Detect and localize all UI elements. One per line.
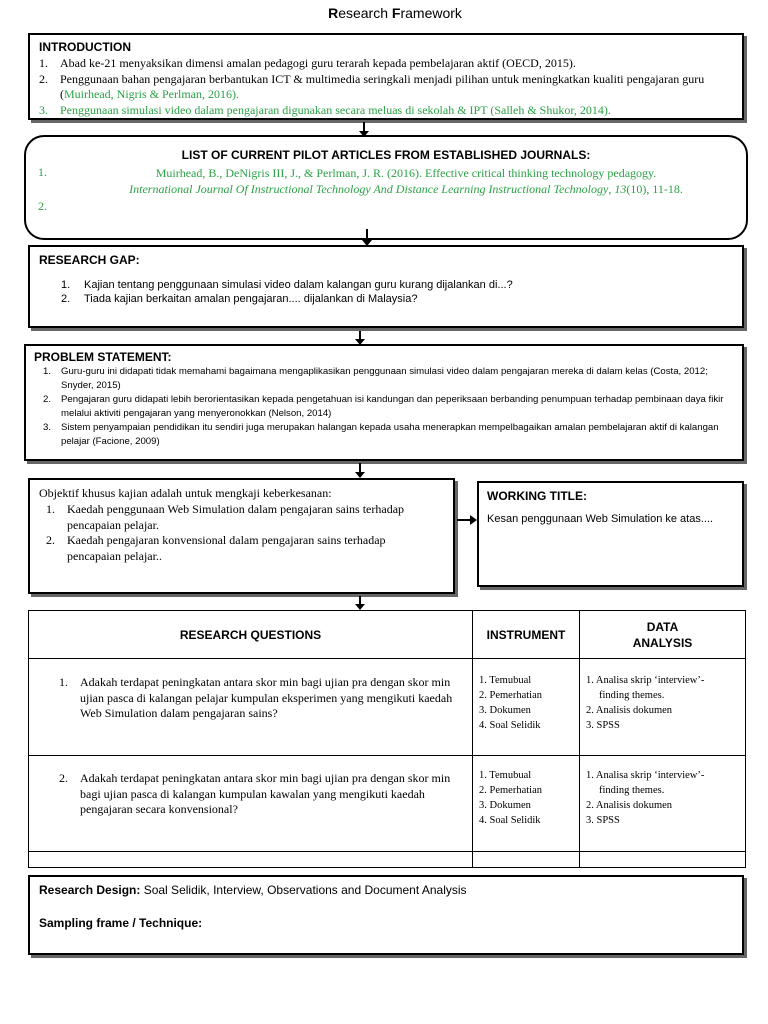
analysis-item: 3. SPSS	[586, 720, 620, 731]
pilot-articles-box	[24, 135, 748, 240]
analysis-item: 1. Analisa skrip ‘interview’-	[586, 675, 705, 686]
flow-arrow	[359, 596, 361, 605]
header-label: ANALYSIS	[632, 635, 693, 650]
flow-arrow	[359, 331, 361, 340]
title-part-2: ramework	[400, 5, 462, 21]
analysis-cell	[580, 756, 746, 852]
item-number: 1.	[39, 56, 48, 70]
research-design-box	[28, 875, 744, 955]
empty-cell	[580, 852, 746, 868]
item-text: Kaedah pengajaran konvensional dalam pengajaran sains terhadap pencapaian pelajar..	[67, 533, 386, 563]
question-number: 1.	[59, 675, 68, 689]
objective-box	[28, 478, 455, 594]
title-part-1: esearch	[338, 5, 392, 21]
instrument-item: 1. Temubual	[479, 770, 532, 781]
introduction-heading: INTRODUCTION	[39, 40, 131, 54]
table-row	[29, 756, 746, 852]
question	[59, 771, 462, 818]
pilot-item-1	[71, 165, 741, 197]
instrument-item: 1. Temubual	[479, 675, 532, 686]
research-design-line	[39, 883, 467, 897]
item-number: 2.	[61, 293, 71, 305]
title-initial-r: R	[328, 5, 339, 21]
item-text: Abad ke-21 menyaksikan dimensi amalan pedagogi guru terarah kepada pembelajaran aktif (OECD, 2015).	[60, 56, 576, 70]
research-design-label: Research Design:	[39, 883, 141, 897]
item-text: Sistem penyampaian pendidikan itu sendiri juga merupakan halangan kepada usaha menerapkan mempelbagaikan amalan pembelajaran aktif di kalangan pelajar (Facione, 2009)	[61, 422, 719, 447]
research-design-value: Soal Selidik, Interview, Observations and Document Analysis	[140, 883, 467, 897]
arrowhead	[470, 515, 477, 525]
instrument-cell	[473, 659, 580, 756]
objective-list	[46, 502, 441, 564]
item-number: 1.	[43, 366, 52, 377]
research-gap-box	[28, 245, 744, 328]
item-number: 2.	[46, 533, 55, 547]
research-gap-heading: RESEARCH GAP:	[39, 253, 140, 267]
instrument-cell	[473, 756, 580, 852]
instrument-item: 2. Pemerhatian	[479, 690, 542, 701]
table-row-empty	[29, 852, 746, 868]
problem-item	[43, 365, 737, 392]
analysis-item: 3. SPSS	[586, 815, 620, 826]
instrument-item: 2. Pemerhatian	[479, 785, 542, 796]
question-number: 2.	[59, 771, 68, 785]
item-text: Tiada kajian berkaitan amalan pengajaran.... dijalankan di Malaysia?	[84, 293, 418, 305]
table-row	[29, 659, 746, 756]
item-number: 1.	[46, 502, 55, 516]
instrument-list	[473, 659, 579, 733]
instrument-item: 4. Soal Selidik	[479, 815, 541, 826]
analysis-item: 2. Analisis dokumen	[586, 705, 673, 716]
item-number: 1.	[61, 279, 71, 291]
header-label: INSTRUMENT	[486, 627, 566, 642]
analysis-list	[580, 659, 745, 733]
journal-issue-pages: (10), 11-18.	[626, 182, 683, 196]
analysis-list	[580, 756, 745, 828]
question-cell	[29, 659, 473, 756]
objective-intro: Objektif khusus kajian adalah untuk mengkaji keberkesanan:	[39, 486, 332, 500]
pilot-item-1-line: Muirhead, B., DeNigris III, J., & Perlman, J. R. (2016). Effective critical thinking technology pedagogy.	[155, 166, 657, 180]
flow-arrow	[363, 122, 365, 132]
question	[59, 675, 462, 722]
instrument-list	[473, 756, 579, 828]
analysis-cell	[580, 659, 746, 756]
analysis-item: 1. Analisa skrip ‘interview’-	[586, 770, 705, 781]
journal-name: International Journal Of Instructional Technology And Distance Learning Instructional Technology	[129, 182, 609, 196]
introduction-list	[39, 56, 739, 118]
pilot-item-1-number: 1.	[38, 165, 47, 179]
objective-item	[46, 533, 441, 564]
instrument-item: 3. Dokumen	[479, 800, 531, 811]
flow-arrow	[359, 463, 361, 473]
research-gap-item	[61, 278, 731, 292]
item-text: Pengajaran guru didapati lebih berorientasikan kepada pengetahuan isi kandungan dan peperiksaan berbanding penumpuan terhadap pembinaan daya fikir melalui aktiviti pengajaran yang menyeronokkan (Nelson, 2014)	[61, 394, 724, 419]
question-text: Adakah terdapat peningkatan antara skor min bagi ujian pra dengan skor min bagi ujian pasca di kalangan kumpulan kawalan yang mengikuti kaedah pengajaran secara konvensional?	[80, 771, 451, 816]
analysis-item: finding themes.	[599, 690, 665, 701]
title-initial-f: F	[391, 5, 401, 21]
table-header-row	[29, 611, 746, 659]
analysis-item: finding themes.	[599, 785, 665, 796]
empty-cell	[29, 852, 473, 868]
sampling-frame-label: Sampling frame / Technique:	[39, 916, 203, 930]
research-questions-table	[28, 610, 746, 868]
column-header-research-questions	[29, 611, 473, 659]
problem-statement-list	[43, 365, 737, 448]
item-text: Penggunaan bahan pengajaran berbantukan ICT & multimedia seringkali menjadi pilihan untuk meningkatkan kualiti pengajaran guru (	[60, 71, 705, 101]
item-text: Kajian tentang penggunaan simulasi video dalam kalangan guru kurang dijalankan di...?	[84, 279, 513, 291]
research-gap-item	[61, 292, 731, 306]
header-label: RESEARCH QUESTIONS	[179, 627, 322, 642]
item-text: Penggunaan simulasi video dalam pengajaran digunakan secara meluas di sekolah & IPT (Salleh & Shukor, 2014).	[60, 102, 611, 117]
pilot-heading: LIST OF CURRENT PILOT ARTICLES FROM ESTABLISHED JOURNALS:	[181, 148, 591, 162]
analysis-item: 2. Analisis dokumen	[586, 800, 673, 811]
item-number: 2.	[43, 394, 52, 405]
header-label: DATA	[646, 619, 679, 634]
page-title	[0, 5, 768, 21]
item-number: 3.	[39, 102, 48, 117]
problem-item	[43, 421, 737, 448]
column-header-instrument	[473, 611, 580, 659]
empty-cell	[473, 852, 580, 868]
journal-volume: 13	[614, 182, 627, 196]
introduction-box	[28, 33, 744, 120]
instrument-item: 4. Soal Selidik	[479, 720, 541, 731]
pilot-item-2-number: 2.	[38, 199, 47, 213]
working-title-box	[477, 481, 744, 587]
problem-statement-heading: PROBLEM STATEMENT:	[34, 350, 172, 364]
item-number: 2.	[39, 71, 48, 86]
problem-statement-box	[24, 344, 744, 461]
instrument-item: 3. Dokumen	[479, 705, 531, 716]
introduction-item	[39, 56, 739, 72]
problem-item	[43, 393, 737, 420]
introduction-item	[39, 103, 739, 119]
column-header-data-analysis	[580, 611, 746, 659]
question-text: Adakah terdapat peningkatan antara skor min bagi ujian pra dengan skor min ujian pasca di kalangan pelajar kumpulan eksperimen yang mengikuti kaedah Web Simulation dalam pengajaran sains?	[80, 675, 453, 720]
working-title-text: Kesan penggunaan Web Simulation ke atas....	[487, 513, 714, 525]
item-text: Guru-guru ini didapati tidak memahami bagaimana mengaplikasikan penggunaan simulasi video dalam pengajaran mereka di dalam kelas (Costa, 2012; Snyder, 2015)	[61, 366, 708, 391]
introduction-item	[39, 72, 739, 103]
objective-item	[46, 502, 441, 533]
working-title-heading: WORKING TITLE:	[487, 489, 587, 503]
flow-arrow	[366, 229, 368, 241]
item-text: Kaedah penggunaan Web Simulation dalam pengajaran sains terhadap pencapaian pelajar.	[67, 502, 405, 532]
pilot-item-1-source	[71, 181, 741, 197]
separator: ,	[608, 182, 615, 196]
question-cell	[29, 756, 473, 852]
item-number: 3.	[43, 422, 52, 433]
research-gap-list	[61, 278, 731, 306]
item-citation: Muirhead, Nigris & Perlman, 2016).	[64, 87, 239, 101]
